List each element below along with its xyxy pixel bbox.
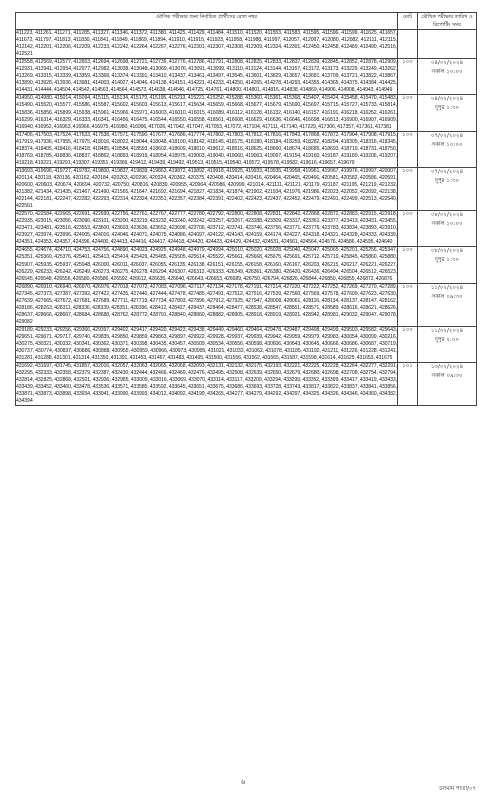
interview-date: ০৭/০২/২০২৪ — [430, 168, 464, 175]
reporting-time: সকাল ১০:০০ — [431, 141, 463, 148]
roll-number-list: 412558, 412569, 412577, 412653, 412694, 412698, 412721, 412739, 412776, 412786, 412791, 412808, 412825, 412833, 412837, 412839, 412845, 412852, 412878, 412909, 412931, 412941, 412954, 412977, 412982, 413038, 413048, 413069, 413076, 413091, 413099, 413110, 413124, 413144, 413157, 413172, 413173, 413229, 413249, 413262, 413269, 413315, 413339, 413359, 413368, 413374, 413391, 413410, 413437, 413461, 413497, 413545, 413601, 413629, 413657, 413681, 413709, 413721, 413822, 413867, 413890, 413928, 413936, 413981, 414003, 414027, 414046, 414138, 414151, 414221, 414233, 414250, 414265, 414278, 414293, 414355, 414365, 414375, 414384, 414425, 414431, 414444, 414504, 414542, 414563, 414564, 414573, 414638, 414646, 414725, 414761, 414800, 414801, 414816, 414838, 414869, 414906, 414908, 414943, 414949 — [16, 59, 397, 94]
reporting-time: দুপুর ১:৩০ — [435, 257, 459, 264]
interview-date-time — [418, 363, 477, 406]
interview-date-time — [418, 283, 477, 326]
roll-number-list: 419693, 419696, 419727, 419782, 419800, 419837, 419839, 419863, 419872, 419892, 419918, 419925, 419933, 419935, 419958, 419961, 419967, 419976, 419997, 420007, 420114, 420118, 420136, 420162, 420184, 420263, 420296, 420324, 420362, 420375, 420408, 420414, 420416, 420464, 420465, 420466, 420581, 420582, 420586, 420591, 420600, 420603, 420674, 420694, 420732, 420750, 420816, 420839, 420955, 420964, 420986, 420999, 421014, 421111, 421121, 421179, 421187, 421195, 421219, 421232, 421382, 421434, 421435, 421467, 421490, 421565, 421647, 421692, 421694, 421827, 421834, 421874, 421902, 421934, 421976, 421986, 422023, 422052, 422092, 422138, 422144, 422181, 422247, 422282, 422293, 422314, 422324, 422351, 422357, 422384, 422391, 422402, 422423, 422437, 422452, 422479, 422491, 422499, 422513, 422540, 422561 — [16, 167, 397, 210]
table-header-row — [16, 13, 477, 30]
table-row — [16, 30, 477, 59]
row-total: ১০০ — [398, 283, 418, 326]
table-row — [16, 363, 477, 406]
reporting-time: সকাল ০৯:৩০ — [431, 293, 463, 300]
table-row — [16, 167, 477, 210]
reporting-time: সকাল ১০:০০ — [431, 221, 463, 228]
roll-number-list: 422570, 422584, 422665, 422691, 422699, 422756, 422761, 422767, 422777, 422780, 422792, 422800, 422808, 422831, 422842, 422868, 422872, 422883, 422915, 422918, 422935, 423015, 423056, 423096, 423101, 423200, 423219, 423232, 423240, 423242, 423257, 423267, 423288, 423309, 423317, 423361, 423377, 423413, 423431, 423455, 423471, 423481, 423516, 423553, 423600, 423603, 423636, 423652, 423698, 423706, 423712, 423741, 423746, 423756, 423771, 423776, 423783, 423834, 423893, 423910, 423927, 423974, 423996, 424005, 424016, 424046, 424071, 424075, 424086, 424097, 424122, 424143, 424159, 424174, 424227, 424318, 424321, 424328, 424333, 424339, 424351, 424353, 424357, 424396, 424400, 424413, 424416, 424417, 424418, 424420, 424423, 424429, 424432, 424531, 424561, 424564, 424576, 424586, 424595, 424640 — [16, 211, 397, 246]
interview-date-time — [418, 131, 477, 167]
interview-date-time — [418, 167, 477, 210]
table-row — [16, 247, 477, 283]
row-total: ১০০ — [398, 95, 418, 131]
header-total: মোট — [398, 13, 418, 30]
row-total: ১০০ — [398, 167, 418, 210]
row-total: ১০০ — [398, 211, 418, 247]
continued-note: চলমান পাতা/০৭ — [439, 786, 476, 792]
header-roll-numbers: মৌখিক পরীক্ষার জন্য নির্বাচিত প্রার্থীদের রোল নম্বর — [16, 13, 398, 30]
interview-date: ০৪/০২/২০২৪ — [430, 60, 464, 67]
table-row — [16, 59, 477, 95]
interview-date-time — [418, 30, 477, 59]
roll-number-list: 424655, 424674, 424710, 424753, 424756, 424890, 424923, 424925, 424948, 424979, 424994, 425010, 425020, 425028, 425040, 425047, 425065, 425201, 425256, 425347, 425351, 425360, 425376, 425401, 425413, 425414, 425429, 425485, 425505, 425514, 425522, 425661, 425668, 425675, 425691, 425712, 425719, 425845, 425860, 425880, 425907, 425935, 425937, 425948, 426000, 426011, 426037, 426055, 426135, 426138, 426151, 426155, 426158, 426160, 426167, 426203, 426215, 426217, 426221, 426227, 426229, 426233, 426242, 426249, 426273, 426275, 426278, 426294, 426307, 426312, 426333, 426349, 426361, 426380, 426420, 426436, 426494, 426504, 426512, 426523, 426545, 426548, 426556, 426580, 426586, 426592, 426612, 426635, 426640, 426643, 426653, 426689, 426750, 426794, 426826, 426844, 426850, 426855, 426872, 426876 — [16, 247, 397, 282]
interview-date: ১১/০২/২০২৪ — [430, 327, 464, 334]
interview-date: ০৭/০২/২০২৪ — [430, 132, 464, 139]
reporting-time: দুপুর ১:৩০ — [435, 105, 459, 112]
reporting-time: সকাল ০৯:৩০ — [431, 373, 463, 380]
interview-date-time — [418, 247, 477, 283]
reporting-time: সকাল ১০:০০ — [431, 69, 463, 76]
reporting-time: দুপুর ২:০০ — [435, 336, 459, 343]
header-date-time: মৌখিক পরীক্ষার তারিখ ও রিপোর্টিং সময় — [418, 13, 477, 30]
table-row — [16, 211, 477, 247]
roll-number-list: 431692, 431697, 431745, 431857, 432016, 432057, 432063, 432065, 432068, 432093, 432131, 432132, 432175, 432193, 432221, 432225, 432228, 432264, 432277, 432291, 432295, 432333, 432358, 432379, 432387, 432430, 432444, 432466, 432469, 432476, 432495, 432508, 432639, 432650, 432679, 432680, 432698, 432708, 432754, 432794, 432814, 432825, 432868, 432921, 432936, 432985, 433009, 433016, 433069, 433070, 433114, 433117, 433209, 433294, 433299, 433352, 433399, 433417, 433419, 433433, 433439, 433452, 433460, 433478, 433536, 433571, 433585, 433592, 433645, 433651, 433675, 433686, 433693, 433728, 433743, 433817, 433822, 433837, 433841, 433856, 433871, 433873, 433898, 433934, 433941, 433990, 433993, 434012, 434092, 434199, 434265, 434277, 434279, 434292, 434297, 434325, 434326, 434346, 434360, 434382, 434394 — [16, 363, 397, 405]
row-total — [398, 30, 418, 59]
row-total: ১০০ — [398, 131, 418, 167]
table-row — [16, 95, 477, 131]
page-number: ৬ — [240, 779, 246, 786]
roll-number-list: 426890, 426910, 426940, 426970, 426976, 427018, 427072, 427083, 427096, 427117, 427134, 427178, 427191, 427214, 427220, 427222, 427252, 427269, 427270, 427289, 427345, 427373, 427387, 427392, 427422, 427435, 427440, 427444, 427478, 427485, 427491, 427512, 427516, 427539, 427560, 427569, 427578, 427609, 427623, 427630, 427639, 427665, 427672, 427681, 427689, 427711, 427719, 427734, 427803, 427896, 427912, 427925, 427947, 428008, 428061, 428116, 428134, 428137, 428147, 428162, 428186, 428263, 428311, 428336, 428339, 428351, 428396, 428412, 428427, 428437, 428464, 428477, 428538, 428547, 428551, 428571, 428589, 428616, 428621, 428626, 428637, 428666, 428667, 428684, 428688, 428762, 428772, 428791, 428840, 428860, 428882, 428905, 428918, 428919, 428921, 428942, 428981, 429032, 429047, 429078, 429082 — [16, 283, 397, 325]
table-row — [16, 131, 477, 167]
interview-date-time — [418, 95, 477, 131]
table-row — [16, 283, 477, 326]
interview-date: ০৮/০২/২০২৪ — [430, 212, 464, 219]
row-total: ১০০ — [398, 59, 418, 95]
interview-date: ১১/০২/২০২৪ — [430, 284, 464, 291]
schedule-table — [15, 12, 477, 406]
row-total: ১০০ — [398, 247, 418, 283]
interview-date: ০৪/০২/২০২৪ — [430, 96, 464, 103]
reporting-time: দুপুর ১:৩০ — [435, 177, 459, 184]
interview-date-time — [418, 59, 477, 95]
interview-date: ১৩/০২/২০২৪ — [430, 364, 464, 371]
interview-date-time — [418, 326, 477, 362]
row-total: ১০০ — [398, 326, 418, 362]
table-row — [16, 326, 477, 362]
roll-number-list: 417406, 417503, 417524, 417533, 417538, 417571, 417590, 417677, 417686, 417774, 417802, 417803, 417812, 417816, 417843, 417868, 417872, 417904, 417908, 417915, 417919, 417936, 417955, 417975, 418016, 418022, 418044, 418048, 418100, 418142, 418145, 418175, 418180, 418184, 418259, 418282, 418294, 418305, 418316, 418345, 418374, 418405, 418416, 418418, 418485, 418584, 418593, 418602, 418609, 418610, 418612, 418616, 418625, 418660, 418674, 418685, 418693, 418719, 418731, 418750, 418769, 418785, 418836, 418837, 418862, 418893, 418919, 418954, 418975, 419003, 419040, 419060, 419063, 419097, 419154, 419160, 419187, 419189, 419206, 419207, 419218, 419221, 419291, 419307, 419351, 419366, 419412, 419439, 419492, 419513, 419515, 419540, 419572, 419578, 419582, 419616, 419657, 419679 — [16, 131, 397, 166]
roll-number-list: 414950, 414980, 415014, 415094, 415115, 415134, 415179, 415195, 415213, 415221, 415250, 415288, 415360, 415361, 415368, 415407, 415424, 415458, 415470, 415483, 415490, 415520, 415577, 415586, 415587, 415602, 415603, 415613, 415617, 415634, 415659, 415668, 415677, 415679, 415690, 415697, 415715, 415727, 415733, 415814, 415836, 415856, 415899, 415938, 415961, 415966, 415971, 416003, 416010, 416015, 416089, 416112, 416128, 416132, 416140, 416157, 416191, 416218, 416252, 416261, 416299, 416314, 416329, 416333, 416341, 416456, 416475, 416544, 416550, 416558, 416561, 416608, 416629, 416636, 416646, 416698, 416813, 416900, 416907, 416909, 416940, 416952, 416963, 416966, 416975, 416980, 416996, 417026, 417042, 417047, 417053, 417072, 417104, 417111, 417140, 417229, 417306, 417357, 417361, 417381 — [16, 95, 397, 130]
roll-number-list: 429189, 429233, 429256, 429366, 429397, 429402, 429417, 429420, 429423, 429438, 429449, 429460, 429464, 429478, 429487, 429498, 429499, 429503, 429582, 429643, 429651, 429671, 429717, 429740, 429835, 429850, 429859, 429863, 429897, 429922, 429928, 429937, 429939, 429942, 429959, 429979, 429983, 430054, 430099, 430216, 430275, 430321, 430332, 430341, 430362, 430371, 430398, 430435, 430457, 430509, 430534, 430556, 430598, 430606, 430643, 430645, 430666, 430686, 430687, 430719, 430737, 430774, 430837, 430886, 430888, 430955, 430959, 430966, 430973, 430995, 431021, 431032, 431062, 431078, 431185, 431192, 431211, 431226, 431228, 431241, 431281, 431288, 431301, 431314, 431350, 431391, 431453, 431467, 431483, 431495, 431500, 431556, 431562, 431565, 431587, 431598, 431614, 431625, 431653, 431675 — [16, 326, 397, 362]
roll-number-list: 411223, 411261, 411271, 411285, 411327, 411346, 411372, 411380, 411425, 411429, 411484, 411510, 411520, 411553, 411583, 411595, 411596, 411599, 411625, 411657, 411672, 411797, 411813, 411830, 411841, 411849, 411869, 411894, 411910, 411915, 411923, 411958, 411988, 411997, 412057, 412067, 412080, 412082, 412111, 412115, 412142, 412201, 412206, 412209, 412233, 412242, 412264, 412267, 412276, 412301, 412307, 412308, 412309, 412324, 412391, 412450, 412458, 412489, 412490, 412516, 412521 — [16, 30, 397, 58]
interview-date-time — [418, 211, 477, 247]
interview-date: ০৮/০২/২০২৪ — [430, 248, 464, 255]
row-total: ১০১ — [398, 363, 418, 406]
